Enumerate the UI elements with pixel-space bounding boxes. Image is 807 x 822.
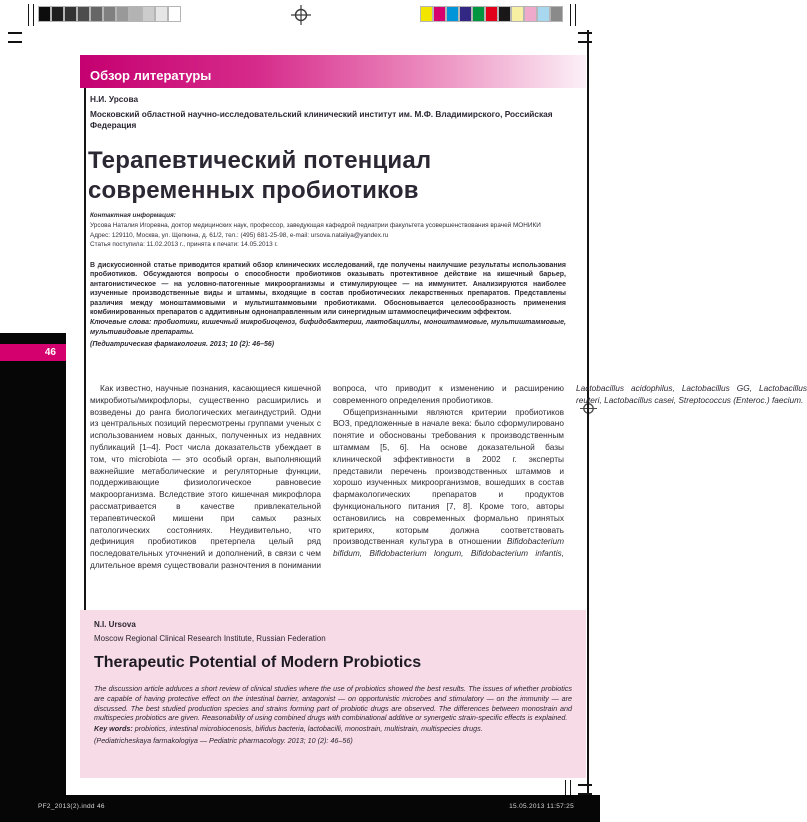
keywords-ru-list: пробиотики, кишечный микробиоценоз, бифидобактерии, лактобациллы, моноштаммовые, мультиштаммовые, мультивидовые препараты.	[90, 319, 566, 336]
calibration-swatch	[472, 6, 485, 22]
calibration-swatch	[38, 6, 51, 22]
english-author: N.I. Ursova	[94, 620, 136, 629]
calibration-swatch	[142, 6, 155, 22]
crop-mark	[565, 780, 571, 795]
abstract-ru-block	[90, 261, 566, 350]
calibration-swatch	[537, 6, 550, 22]
english-keywords-label: Key words:	[94, 724, 133, 734]
contact-person: Урсова Наталия Игоревна, доктор медицинских наук, профессор, заведующая кафедрой педиатрии факультета усовершенствования врачей МОНИКИ	[90, 221, 541, 229]
footer-file-label: PF2_2013(2).indd 46	[38, 803, 105, 810]
footer-timestamp: 15.05.2013 11:57:25	[509, 803, 574, 810]
crop-mark	[570, 4, 576, 26]
calibration-swatch	[90, 6, 103, 22]
section-header-band	[80, 55, 586, 88]
species-names: Bifidobacterium bifidum, Bifidobacterium longum, Bifidobacterium infantis, Lactobacillus acidophilus, Lactobacillus GG, Lactobacillus reuteri, Lactobacillus casei, Streptococcus (Enteroc.) faecium.	[333, 383, 807, 559]
abstract-ru-text: В дискуссионной статье приводится краткий обзор клинических исследований, где получены наилучшие результаты использования пробиотиков. Обсуждаются вопросы о способности пробиотиков оказывать протективное действие на кишечный барьер, антагонистическое — на условно-патогенные микроорганизмы и стимулирующее — на иммунитет. Анализируются наиболее изученные производственные виды и штаммы, входящие в состав пробиотических лекарственных препаратов. Представлены различия между моноштаммовыми и мультиштаммовыми пробиотиками. Обосновывается целесообразность применения комбинированных препаратов с аддитивным однонаправленным или синергидным штаммоспецифическим эффектом.	[90, 262, 566, 317]
english-affiliation: Moscow Regional Clinical Research Institute, Russian Federation	[94, 634, 326, 643]
english-abstract-text: The discussion article adduces a short review of clinical studies where the use of probiotics showed the best results. The issues of whether probiotics are capable of having protective effect on the intestinal barrier, antagonist — on opportunistic microbes and stimulatory — on the immunity — are discussed. The best studied production species and strains forming part of probiotic drugs are observed. The differences between monostrain and multispecies probiotics are given. Reasonability of using combined drugs with combinational additive or synergetic strain-specific effects is explained.	[94, 684, 572, 723]
calibration-swatch	[129, 6, 142, 22]
calibration-swatch	[116, 6, 129, 22]
calibration-swatch	[64, 6, 77, 22]
body-paragraph-text: Общепризнанными являются критерии пробиотиков ВОЗ, предложенные в начале века: было сформулировано понятие и обоснованы требования к производственным штаммам [5, 6]. На основе доказательной базы клинической эффективности в 2002 г. эксперты представили перечень производственных штаммов и хорошо изученных микроорганизмов, вошедших в состав фармакологических препаратов и продуктов функционального питания [7, 8]. Кроме того, авторы остановились на современных формально принятых критериях, которым должна соответствовать производственная культура в отношении	[333, 406, 564, 547]
page-edge-band	[0, 333, 66, 822]
contact-received: Статья поступила: 11.02.2013 г., принята к печати: 14.05.2013 г.	[90, 241, 278, 249]
keywords-ru-label: Ключевые слова:	[90, 319, 152, 327]
grayscale-calibration-bar	[38, 6, 181, 22]
keywords-ru	[90, 318, 566, 337]
calibration-swatch	[168, 6, 181, 22]
corner-mark	[8, 32, 22, 43]
contact-info-block	[90, 211, 566, 250]
section-title: Обзор литературы	[90, 68, 212, 83]
article-title: Терапевтический потенциал современных пробиотиков	[88, 147, 432, 204]
article-body-columns	[90, 383, 807, 577]
calibration-swatch	[524, 6, 537, 22]
calibration-swatch	[51, 6, 64, 22]
trim-line-left	[84, 88, 86, 610]
calibration-swatch	[77, 6, 90, 22]
calibration-swatch	[446, 6, 459, 22]
page-number-tab: 46	[0, 344, 66, 361]
article-author: Н.И. Урсова	[90, 94, 139, 104]
crop-mark	[28, 4, 34, 26]
body-paragraph	[333, 383, 807, 577]
calibration-swatch	[155, 6, 168, 22]
calibration-swatch	[420, 6, 433, 22]
english-abstract-box	[80, 610, 586, 778]
english-keywords	[94, 724, 572, 733]
calibration-swatch	[498, 6, 511, 22]
english-keywords-list: probiotics, intestinal microbiocenosis, bifidus bacteria, lactobacilli, monostrain, multistrain, multispecies drugs.	[132, 724, 483, 734]
contact-heading: Контактная информация:	[90, 212, 176, 219]
contact-address: Адрес: 129110, Москва, ул. Щепкина, д. 61/2, тел.: (495) 681-25-98, e-mail: ursova.nataliya@yandex.ru	[90, 231, 389, 239]
color-calibration-bar	[420, 6, 563, 22]
english-citation: (Pediatricheskaya farmakologiya — Pediatric pharmacology. 2013; 10 (2): 46–56)	[94, 736, 353, 746]
calibration-swatch	[550, 6, 563, 22]
corner-mark	[578, 32, 592, 43]
article-affiliation: Московский областной научно-исследовательский клинический институт им. М.Ф. Владимирского, Российская Федерация	[90, 109, 553, 130]
english-title: Therapeutic Potential of Modern Probiotics	[94, 654, 422, 671]
calibration-swatch	[511, 6, 524, 22]
body-paragraph: Как известно, научные познания, касающиеся кишечной микробиоты/микрофлоры, существенно расширились и возведены до ранга биологических мегаиндустрий. Одни из центральных позиций пересмотрены группами ученых с использованием новых данных, полученных из недавних публикаций [1–4]. Рост числа доказательств убеждает в том, что microbiota — это особый орган, выполняющий важнейшие метаболические и регуляторные функции, поддерживающие физиологическое равновесие макроорганизма. Вследствие этого кишечная микрофлора рассматривается в качестве привлекательной терапевтической мишени при самых разных патологических состояниях. Неудивительно, что дефиниция пробиотиков претерпела целый ряд последовательных уточнений и дополнений, в связи с чем длительное время существовали разночтения в понимании вопроса, что приводит к изменению и расширению современного определения пробиотиков.	[90, 383, 564, 570]
corner-mark	[578, 784, 592, 795]
calibration-swatch	[433, 6, 446, 22]
calibration-swatch	[103, 6, 116, 22]
registration-mark-icon	[291, 5, 311, 25]
trim-line-right	[587, 30, 589, 795]
citation-ru: (Педиатрическая фармакология. 2013; 10 (2): 46–56)	[90, 341, 275, 349]
calibration-swatch	[485, 6, 498, 22]
calibration-swatch	[459, 6, 472, 22]
